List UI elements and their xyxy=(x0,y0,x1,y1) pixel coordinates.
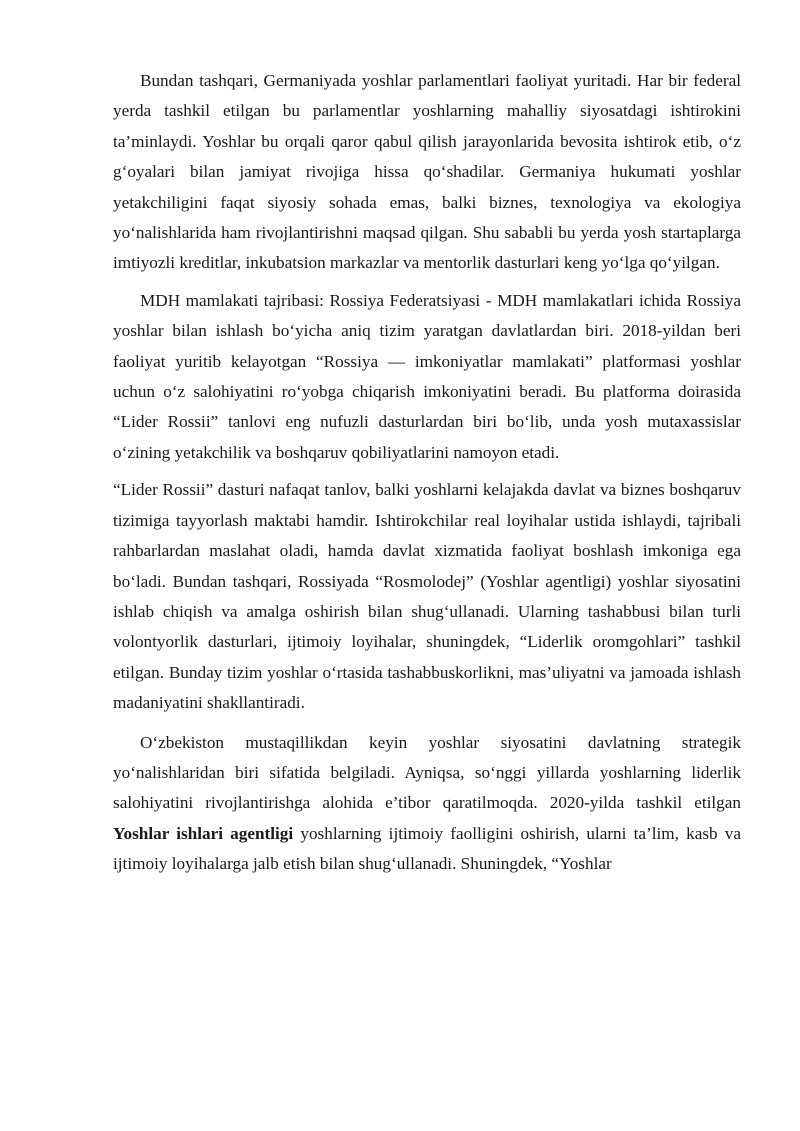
document-page xyxy=(113,66,741,880)
paragraph-uzbekistan-text-before: O‘zbekiston mustaqillikdan keyin yoshlar siyosatini davlatning strategik yo‘nalishlaridan biri sifatida belgiladi. Ayniqsa, so‘nggi yillarda yoshlarning liderlik salohiyatini rivojlantirishga alohida e’tibor qaratilmoqda. 2020-yilda tashkil etilgan xyxy=(113,732,741,813)
paragraph-lider-rossii: “Lider Rossii” dasturi nafaqat tanlov, balki yoshlarni kelajakda davlat va biznes boshqaruv tizimiga tayyorlash maktabi hamdir. Ishtirokchilar real loyihalar ustida ishlaydi, tajribali rahbarlardan maslahat oladi, hamda davlat xizmatida faoliyat boshlash imkoniga ega bo‘ladi. Bundan tashqari, Rossiyada “Rosmolodej” (Yoshlar agentligi) yoshlar siyosatini ishlab chiqish va amalga oshirish bilan shug‘ullanadi. Ularning tashabbusi bilan turli volontyorlik dasturlari, ijtimoiy loyihalar, shuningdek, “Liderlik oromgohlari” tashkil etilgan. Bunday tizim yoshlar o‘rtasida tashabbuskorlikni, mas’uliyatni va jamoada ishlash madaniyatini shakllantiradi. xyxy=(113,480,741,713)
paragraph-germany-youth-parliaments: Bundan tashqari, Germaniyada yoshlar parlamentlari faoliyat yuritadi. Har bir federal yerda tashkil etilgan bu parlamentlar yoshlarning mahalliy siyosatdagi ishtirokini ta’minlaydi. Yoshlar bu orqali qaror qabul qilish jarayonlarida bevosita ishtirok etib, o‘z g‘oyalari bilan jamiyat rivojiga hissa qo‘shadilar. Germaniya hukumati yoshlar yetakchiligini faqat siyosiy sohada emas, balki biznes, texnologiya va ekologiya yo‘nalishlarida ham rivojlantirishni maqsad qilgan. Shu sababli bu yerda yosh startaplarga imtiyozli kreditlar, inkubatsion markazlar va mentorlik dasturlari keng yo‘lga qo‘yilgan. xyxy=(113,71,741,273)
paragraph-uzbekistan xyxy=(113,728,741,880)
paragraph-cis-russia-experience: MDH mamlakati tajribasi: Rossiya Federatsiyasi - MDH mamlakatlari ichida Rossiya yoshlar bilan ishlash bo‘yicha aniq tizim yaratgan davlatlardan biri. 2018-yildan beri faoliyat yuritib kelayotgan “Rossiya — imkoniyatlar mamlakati” platformasi yoshlar uchun o‘z salohiyatini ro‘yobga chiqarish imkoniyatini beradi. Bu platforma doirasida “Lider Rossii” tanlovi eng nufuzli dasturlardan biri bo‘lib, unda yosh mutaxassislar o‘zining yetakchilik va boshqaruv qobiliyatlarini namoyon etadi. xyxy=(113,290,741,462)
youth-affairs-agency-term: Yoshlar ishlari agentligi xyxy=(113,823,294,843)
paragraph-uzbekistan-text-after: yoshlarning ijtimoiy faolligini oshirish, ularni ta’lim, kasb va ijtimoiy loyihalarga jalb etish bilan shug‘ullanadi. Shuningdek, “Yoshlar xyxy=(113,823,741,874)
